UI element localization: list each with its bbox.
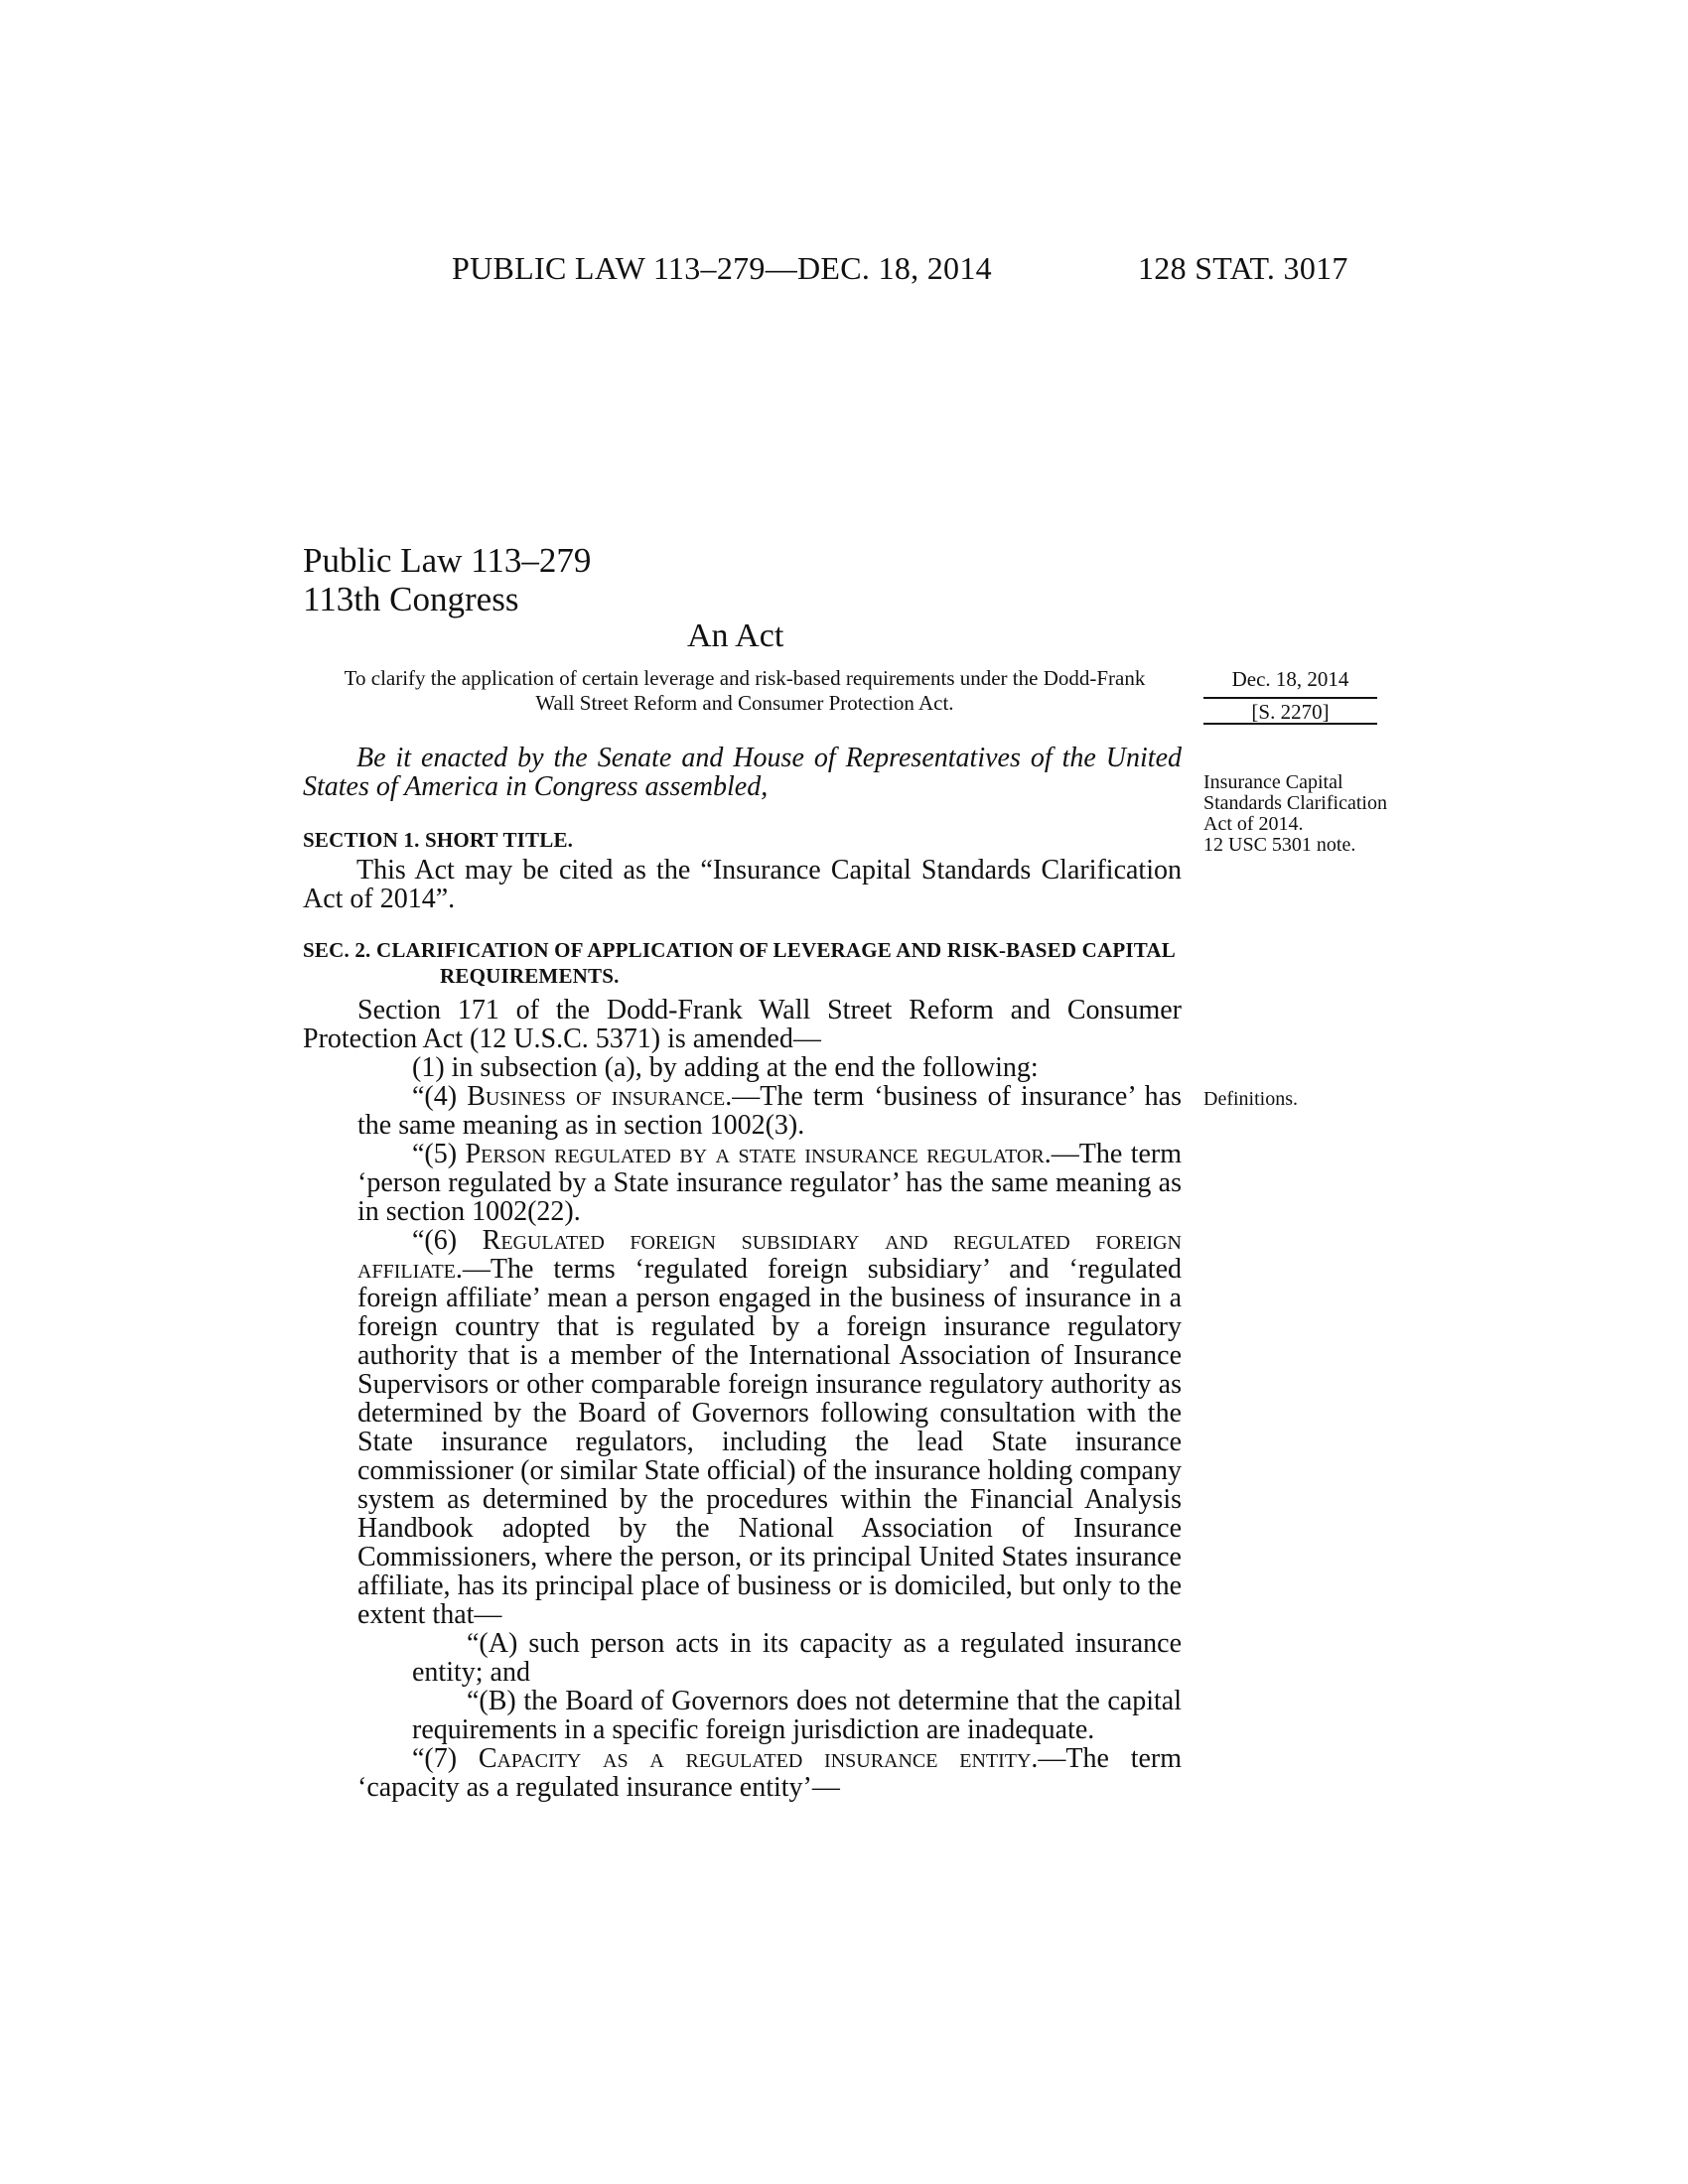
margin-note-usc: 12 USC 5301 note. [1203,834,1356,856]
definition-4-text: .—The term ‘business of insurance’ has the same meaning as in section 1002(3). [357,1081,1183,1141]
statute-page-reference: 128 STAT. 3017 [1138,250,1348,286]
enacting-clause-text: Be it enacted by the Senate and House of Representatives of the United States of America in Congress assembled, [303,743,1182,802]
law-number: Public Law 113–279 [303,541,592,580]
definition-5-term: Person regulated by a state insurance regulator [465,1139,1045,1169]
definition-7-text: .—The term ‘capacity as a regulated insurance entity’— [357,1743,1182,1803]
section-1-heading: SECTION 1. SHORT TITLE. [303,828,574,852]
act-title: An Act [687,617,784,654]
definition-7 [303,1744,1182,1802]
purpose-statement: To clarify the application of certain leverage and risk-based requirements under the Dodd-Frank Wall Street Reform and Consumer Protection Act. [344,666,1146,715]
section-2-intro: Section 171 of the Dodd-Frank Wall Street Reform and Consumer Protection Act (12 U.S.C. 5371) is amended— [303,995,1182,1054]
margin-divider-top [1203,697,1377,699]
definition-5-lead: “(5) [412,1139,466,1169]
definition-7-lead: “(7) [412,1743,479,1774]
margin-note-definitions: Definitions. [1203,1088,1298,1110]
definition-5 [303,1140,1182,1226]
definition-7-term: Capacity as a regulated insurance entity [478,1743,1032,1774]
definition-5-text: .—The term ‘person regulated by a State insurance regulator’ has the same meaning as in section 1002(22). [357,1139,1183,1227]
subparagraph-b: “(B) the Board of Governors does not determine that the capital requirements in a specific foreign jurisdiction are inadequate. [412,1686,1182,1745]
paragraph-1: (1) in subsection (a), by adding at the end the following: [412,1052,1039,1083]
section-1-body: This Act may be cited as the “Insurance Capital Standards Clarification Act of 2014”. [303,855,1182,914]
section-2-body [303,996,1182,1802]
definition-4-term: Business of insurance [467,1081,726,1112]
congress-number: 113th Congress [303,580,519,618]
running-head: PUBLIC LAW 113–279—DEC. 18, 2014 [452,250,992,286]
definition-4 [303,1082,1182,1140]
definition-6-text: .—The terms ‘regulated foreign subsidiary’ and ‘regulated foreign affiliate’ mean a person engaged in the business of insurance in a foreign country that is regulated by a foreign insurance regulatory authority that is a member of the International Association of Insurance Supervisors or other comparable foreign insurance regulatory authority as determined by the Board of Governors following consultation with the State insurance regulators, including the lead State insurance commissioner (or similar State official) of the insurance holding company system as determined by the procedures within the Financial Analysis Handbook adopted by the National Association of Insurance Commissioners, where the person, or its principal United States insurance affiliate, has its principal place of business or is domiciled, but only to the extent that— [357,1254,1182,1630]
definition-6-lead: “(6) [412,1225,483,1256]
enacting-clause [303,744,1182,801]
definition-6 [303,1226,1182,1629]
section-1-text [303,856,1182,913]
definition-4-lead: “(4) [412,1081,468,1112]
section-2-heading: SEC. 2. CLARIFICATION OF APPLICATION OF LEVERAGE AND RISK-BASED CAPITAL REQUIREMENTS. [303,938,1175,988]
margin-bill-number: [S. 2270] [1251,700,1330,724]
subparagraph-a: “(A) such person acts in its capacity as a regulated insurance entity; and [412,1628,1182,1688]
margin-enactment-date: Dec. 18, 2014 [1231,667,1349,691]
margin-note-title-text: Insurance Capital Standards Clarification Act of 2014. [1203,771,1387,835]
definition-6-term: Regulated foreign subsidiary and regulated foreign affiliate [357,1225,1182,1285]
margin-note-short-title [1203,772,1392,856]
margin-divider-bottom [1203,723,1377,725]
